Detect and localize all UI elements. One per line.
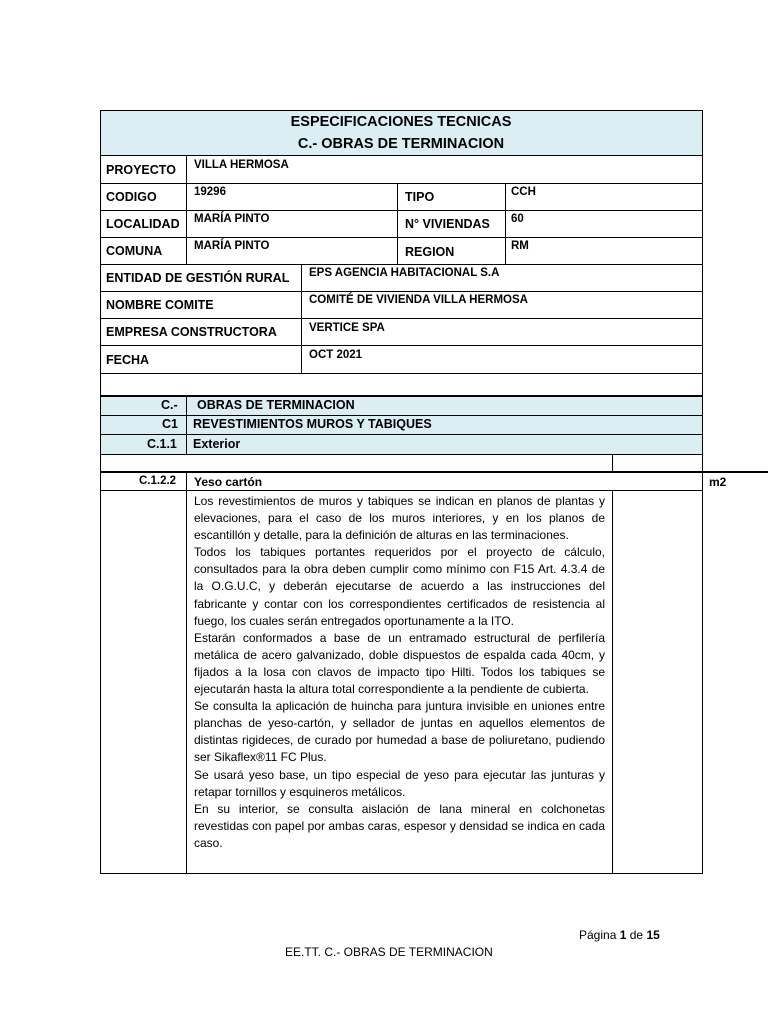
page-total: 15: [646, 928, 660, 942]
section-c122-unit: m2: [709, 475, 727, 489]
page-prefix: Página: [579, 928, 617, 942]
section-c-code: C.-: [161, 398, 178, 412]
comite-value: COMITÉ DE VIVIENDA VILLA HERMOSA: [309, 294, 528, 306]
body-paragraph: Se usará yeso base, un tipo especial de yeso para ejecutar las junturas y retapar tornillos y esquineros metálicos.: [194, 767, 605, 799]
viviendas-label: N° VIVIENDAS: [405, 217, 490, 231]
viviendas-value: 60: [511, 213, 524, 225]
tipo-value: CCH: [511, 186, 536, 198]
proyecto-value: VILLA HERMOSA: [194, 159, 289, 171]
section-c11-title: Exterior: [193, 437, 241, 451]
document-title: ESPECIFICACIONES TECNICAS: [290, 114, 512, 130]
proyecto-label: PROYECTO: [106, 163, 176, 177]
empresa-label: EMPRESA CONSTRUCTORA: [106, 325, 277, 339]
localidad-value: MARÍA PINTO: [194, 213, 270, 225]
comuna-label: COMUNA: [106, 244, 163, 258]
fecha-label: FECHA: [106, 353, 150, 367]
body-paragraph: En su interior, se consulta aislación de lana mineral en colchonetas revestidas con papel por ambas caras, espesor y densidad se indica en cada caso.: [194, 801, 605, 850]
entidad-label: ENTIDAD DE GESTIÓN RURAL: [106, 271, 290, 285]
tipo-label: TIPO: [405, 190, 435, 204]
comite-label: NOMBRE COMITE: [106, 298, 214, 312]
page-current: 1: [619, 928, 627, 942]
body-paragraph: Se consulta la aplicación de huincha para juntura invisible en uniones entre planchas de yeso-cartón, y sellador de juntas en aquellos elementos de distintas rigideces, de curado por humedad a base de poliuretano, pudiendo ser Sikaflex®11 FC Plus.: [194, 699, 605, 765]
fecha-value: OCT 2021: [309, 349, 363, 361]
document-subtitle: C.- OBRAS DE TERMINACION: [297, 136, 505, 152]
section-c11-code: C.1.1: [147, 437, 177, 451]
body-paragraph: Los revestimientos de muros y tabiques se indican en planos de plantas y elevaciones, para el caso de los muros interiores, y en los planos de escantillón y detalle, para la definición de alturas en las terminaciones.: [194, 494, 605, 543]
page-mid: de: [629, 928, 644, 942]
section-c122-code: C.1.2.2: [139, 475, 177, 487]
specification-body: [194, 493, 605, 852]
codigo-value: 19296: [194, 186, 226, 198]
localidad-label: LOCALIDAD: [106, 217, 180, 231]
region-value: RM: [511, 240, 529, 252]
body-paragraph: Todos los tabiques portantes requeridos por el proyecto de cálculo, consultados para la obra deben cumplir como mínimo con F15 Art. 4.3.4 de la O.G.U.C, y deberán ejecutarse de acuerdo a las instrucciones del fabricante y contar con los correspondientes certificados de resistencia al fuego, los cuales serán entregados oportunamente a la ITO.: [194, 545, 605, 628]
empresa-value: VERTICE SPA: [309, 322, 385, 334]
region-label: REGION: [405, 245, 455, 259]
comuna-value: MARÍA PINTO: [194, 240, 270, 252]
section-c1-code: C1: [162, 417, 178, 431]
codigo-label: CODIGO: [106, 190, 157, 204]
body-paragraph: Estarán conformados a base de un entramado estructural de perfilería metálica de acero galvanizado, doble dispuestos de espalda cada 40cm, y fijados a la losa con clavos de impacto tipo Hilti. Todos los tabiques se ejecutarán hasta la altura total correspondiente a la pendiente de cubierta.: [194, 630, 605, 697]
section-c-title: OBRAS DE TERMINACION: [197, 398, 355, 412]
section-c122-title: Yeso cartón: [194, 475, 263, 489]
entidad-value: EPS AGENCIA HABITACIONAL S.A: [309, 267, 500, 279]
section-c1-title: REVESTIMIENTOS MUROS Y TABIQUES: [193, 417, 432, 431]
page-number: [579, 928, 660, 942]
footer-doc-label: EE.TT. C.- OBRAS DE TERMINACION: [285, 945, 493, 959]
